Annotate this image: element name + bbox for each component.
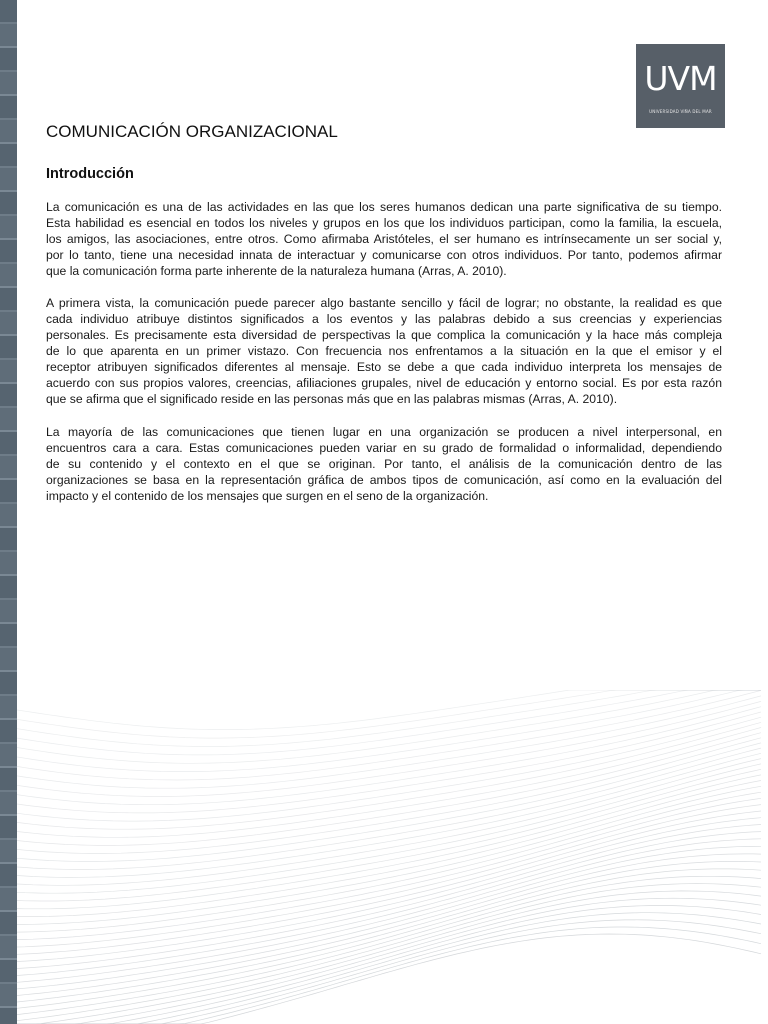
paragraph-2: [46, 295, 722, 407]
paragraph-line: de su contenido y el contexto en el que se originan. Por tanto, el análisis de la comunicación dentro de las: [46, 457, 722, 471]
paragraph-line: de lo que aparenta en un primer vistazo. Con frecuencia nos enfrentamos a la situación en la que el emisor y el: [46, 344, 722, 358]
document-title: COMUNICACIÓN ORGANIZACIONAL: [46, 122, 338, 141]
paragraph-3: [46, 424, 722, 504]
paragraph-line: que se afirma que el significado reside en las personas más que en las palabras mismas (Arras, A. 2010).: [46, 392, 618, 406]
uvm-logo: [636, 44, 725, 128]
logo-text: UVM: [644, 59, 717, 98]
paragraph-line: acuerdo con sus propios valores, creencias, afiliaciones grupales, nivel de educación y entorno social. Es por esta razón: [46, 376, 722, 390]
paragraph-line: Esta habilidad es esencial en todos los niveles y grupos en los que los individuos participan, como la familia, la escuela,: [46, 216, 722, 230]
paragraph-line: receptor atribuyen significados diferentes al mensaje. Esto se debe a que cada individuo interpreta los mensajes de: [46, 360, 722, 374]
paragraph-line: personales. Es precisamente esta diversidad de perspectivas la que complica la comunicación y la hace más compleja: [46, 328, 722, 342]
paragraph-line: encuentros cara a cara. Estas comunicaciones pueden variar en su grado de formalidad o informalidad, dependiendo: [46, 441, 722, 455]
section-heading: Introducción: [46, 166, 134, 182]
logo-subtext: UNIVERSIDAD VIÑA DEL MAR: [649, 109, 712, 114]
paragraph-line: por lo tanto, tiene una necesidad innata de interactuar y comunicarse con otros individuos. Por tanto, podemos afirmar: [46, 248, 722, 262]
paragraph-line: los amigos, las asociaciones, entre otros. Como afirmaba Aristóteles, el ser humano es intrínsecamente un ser social y,: [46, 232, 722, 246]
paragraph-line: A primera vista, la comunicación puede parecer algo bastante sencillo y fácil de lograr; no obstante, la realidad es que: [46, 296, 722, 310]
decorative-wave-lines: [17, 690, 768, 1024]
paragraph-line: impacto y el contenido de los mensajes que surgen en el seno de la organización.: [46, 489, 489, 503]
paragraph-line: organizaciones se basa en la representación gráfica de ambos tipos de comunicación, así como en la evaluación del: [46, 473, 722, 487]
paragraph-line: La comunicación es una de las actividades en las que los seres humanos dedican una parte significativa de su tiempo.: [46, 200, 722, 214]
paragraph-line: que la comunicación forma parte inherente de la naturaleza humana (Arras, A. 2010).: [46, 264, 507, 278]
paragraph-line: La mayoría de las comunicaciones que tienen lugar en una organización se producen a nivel interpersonal, en: [46, 425, 722, 439]
paragraph-1: [46, 199, 722, 279]
paragraph-line: cada individuo atribuye distintos significados a los eventos y las palabras debido a sus creencias y experiencias: [46, 312, 722, 326]
left-decorative-stripe: [0, 0, 17, 1024]
